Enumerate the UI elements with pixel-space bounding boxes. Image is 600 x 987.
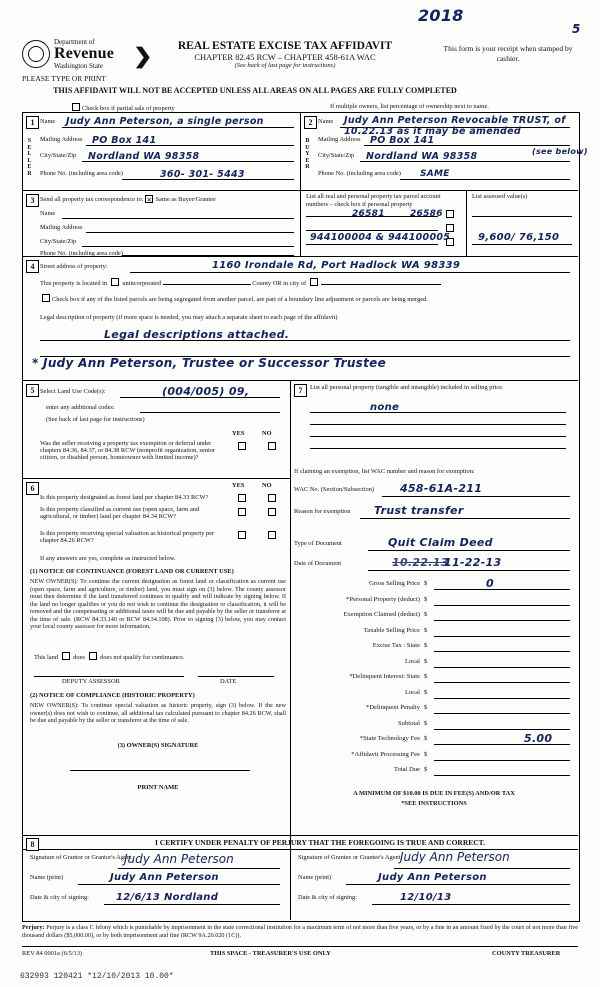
- tax-row-rule-8: [434, 713, 570, 714]
- grantee-name-value[interactable]: Judy Ann Peterson: [378, 872, 487, 883]
- perjury-text: Perjury is a class C felony which is punishable by imprisonment in the state correctional institution for a maximum term of not more than five years, or by a fine in an amount fixed by the court of not more than five thousand dollars ($5,000.00), or by both imprisonment and fine (RCW 9A.20.020 (1C)).: [22, 924, 578, 939]
- no-label-5: NO: [262, 430, 272, 437]
- property-location-row: [40, 278, 441, 287]
- seller-exemption-no-checkbox[interactable]: [268, 442, 276, 450]
- street-address-label: Street address of property:: [40, 263, 108, 270]
- county-treasurer-label: COUNTY TREASURER: [492, 950, 561, 957]
- tax-row-label-4: Excise Tax : State: [372, 642, 420, 649]
- divider-left-right-columns: [290, 380, 291, 835]
- tax-row-currency-8: $: [424, 704, 428, 711]
- wac-number-value[interactable]: 458-61A-211: [400, 482, 483, 495]
- doc-date-struck: 10.22.13: [392, 556, 449, 569]
- dept-line1: Department of: [54, 38, 95, 46]
- footer-divider: [22, 946, 578, 947]
- divider-seller-buyer: [300, 112, 301, 190]
- deputy-date-label: DATE: [220, 678, 237, 685]
- city-checkbox[interactable]: [310, 278, 318, 286]
- state-seal-icon: [22, 40, 50, 68]
- parcel-value-1[interactable]: 26581: [352, 209, 385, 219]
- this-land-label: This land: [34, 654, 58, 661]
- assessed-value-1[interactable]: 9,600/ 76,150: [478, 232, 560, 243]
- grantor-signature-value[interactable]: Judy Ann Peterson: [124, 852, 234, 866]
- reason-label: Reason for exemption: [294, 508, 351, 515]
- multiple-owners-note: If multiple owners, list percentage of ownership next to name.: [330, 103, 489, 110]
- grantor-signature-label: Signature of Grantor or Grantor's Agent: [30, 854, 132, 861]
- tax-row-label-8: *Delinquent Penalty: [365, 704, 420, 711]
- wac-number-label: WAC No. (Section/Subsection): [294, 486, 375, 493]
- see-instructions-note: *SEE INSTRUCTIONS: [401, 800, 467, 807]
- forest-land-question: Is this property designated as forest land per chapter 84.33 RCW?: [40, 494, 209, 501]
- doc-type-value[interactable]: Quit Claim Deed: [388, 536, 493, 549]
- tax-row-currency-11: $: [424, 750, 428, 758]
- buyer-phone-label: Phone No. (including area code): [318, 170, 401, 177]
- trustee-note: * Judy Ann Peterson, Trustee or Successor Trustee: [32, 356, 387, 370]
- pp-rule-2: [310, 424, 566, 425]
- divider-h-5: [22, 478, 290, 479]
- corr-city-label: City/State/Zip: [40, 238, 77, 245]
- deputy-assessor-label: DEPUTY ASSESSOR: [62, 678, 120, 685]
- correspondence-text: Send all property tax correspondence to:: [40, 196, 144, 203]
- corr-phone-label: Phone No. (including area code): [40, 250, 123, 257]
- doc-date-label: Date of Document: [294, 560, 342, 567]
- does-not-label: does not: [100, 654, 122, 661]
- assessed-rule-1: [472, 216, 572, 217]
- doc-date-rule: [368, 570, 570, 571]
- dept-line3: Washington State: [54, 62, 104, 70]
- buyer-name-value[interactable]: Judy Ann Peterson Revocable TRUST, of 10.22.13 as it may be amended: [344, 115, 566, 137]
- seller-side-label: S E L L E R: [27, 138, 32, 177]
- receipt-note: This form is your receipt when stamped by cashier.: [443, 44, 573, 64]
- unincorporated-checkbox[interactable]: [111, 278, 119, 286]
- buyer-name-note: (see below): [532, 147, 588, 156]
- tax-row-rule-7: [434, 698, 570, 699]
- assessed-header: List assessed value(s): [472, 193, 528, 200]
- notice-continuance-text: NEW OWNER(S): To continue the current designation as forest land or classification as current use (open space, farm and agriculture, or timber) land, you must sign on (3) below. The county assessor must then determine if the land transferred continues to qualify and will indicate by signing below. If the land no longer qualifies or you do not wish to continue the designation or classification, it will be removed and the compensating or additional taxes will be due and payable by the seller or transferor at the time of sale. (RCW 84.33.140 or RCW 84.34.108). Prior to signing (3) below, you may contact your local county assessor for more information.: [30, 578, 286, 631]
- qualify-label: qualify for continuance.: [123, 654, 185, 661]
- grantee-name-rule: [346, 884, 570, 885]
- section-4-number: 4: [26, 260, 39, 273]
- street-address-value[interactable]: 1160 Irondale Rd, Port Hadlock WA 98339: [212, 260, 461, 271]
- corr-mailing-label: Mailing Address: [40, 224, 83, 231]
- partial-sale-label: Check box if partial sale of property: [82, 105, 175, 112]
- correspondence-label: [40, 195, 216, 203]
- tax-row-label-12: Total Due: [393, 766, 420, 773]
- additional-codes-label: enter any additional codes:: [46, 404, 115, 411]
- tax-row-label-7: Local: [404, 688, 420, 696]
- grantor-name-print-label: Name (print): [30, 874, 64, 881]
- handwritten-page-number: 5: [572, 22, 581, 36]
- tax-row-currency-0: $: [424, 580, 428, 587]
- personal-property-checkbox-2[interactable]: [446, 224, 454, 232]
- pp-rule-3: [310, 436, 566, 437]
- grantee-signature-label: Signature of Grantee or Grantee's Agent: [298, 854, 401, 861]
- wac-number-rule: [382, 496, 570, 497]
- treasurer-stamp: 632993 120421 *12/10/2013 10.00*: [20, 972, 174, 981]
- buyer-name-label: Name: [318, 118, 334, 125]
- section-5-number: 5: [26, 384, 39, 397]
- notice-compliance-text: NEW OWNER(S): To continue special valuation as historic property, sign (3) below. If the new owner(s) does not wish to continue, all additional tax calculated pursuant to chapter 84.26 RCW, shall be due and payable by the seller or transferor at the time of sale.: [30, 702, 286, 725]
- seller-exemption-question: Was the seller receiving a property tax exemption or deferral under chapters 84.36, 84.37, or 84.38 RCW (nonprofit organization, senior citizen, or disabled person, homeowner with limited income)?: [40, 440, 216, 461]
- grantor-date-value[interactable]: 12/6/13 Nordland: [116, 892, 219, 903]
- grantor-date-rule: [104, 904, 280, 905]
- tax-row-label-2: Exemption Claimed (deduct): [343, 611, 420, 618]
- deputy-assessor-rule: [34, 676, 184, 677]
- tax-row-currency-7: $: [424, 688, 428, 696]
- tax-row-label-1: *Personal Property (deduct): [346, 595, 420, 603]
- corr-name-label: Name: [40, 210, 56, 217]
- pp-rule-1: [310, 412, 566, 413]
- pp-rule-4: [310, 448, 566, 449]
- reason-rule: [360, 518, 570, 519]
- current-use-no-checkbox[interactable]: [268, 508, 276, 516]
- located-in-label: This property is located in: [40, 280, 108, 287]
- buyer-phone-rule: [400, 179, 570, 180]
- form-chapter: CHAPTER 82.45 RCW – CHAPTER 458-61A WAC: [194, 52, 376, 62]
- partial-sale-checkbox-row[interactable]: [70, 103, 175, 112]
- deputy-date-rule: [198, 676, 274, 677]
- certify-statement: I CERTIFY UNDER PENALTY OF PERJURY THAT THE FOREGOING IS TRUE AND CORRECT.: [154, 838, 485, 847]
- seller-city-label: City/State/Zip: [40, 152, 77, 159]
- same-as-buyer-label: Same as Buyer/Grantee: [155, 196, 216, 203]
- seller-exemption-yes-checkbox[interactable]: [238, 442, 246, 450]
- tax-row-rule-11: [434, 760, 570, 761]
- parcel-value-2[interactable]: 26586: [410, 209, 443, 219]
- section-3-number: 3: [26, 194, 39, 207]
- grantee-date-value[interactable]: 12/10/13: [400, 892, 452, 903]
- current-use-question: Is this property classified as current use (open space, farm and agricultural, or timber) land per chapter 84.34 RCW?: [40, 506, 200, 520]
- buyer-side-label: B U Y E R: [305, 138, 310, 171]
- seller-phone-label: Phone No. (including area code): [40, 170, 123, 177]
- tax-row-currency-5: $: [424, 657, 428, 665]
- grantor-name-value[interactable]: Judy Ann Peterson: [110, 872, 219, 883]
- tax-row-rule-4: [434, 651, 570, 652]
- tax-row-rule-3: [434, 636, 570, 637]
- historic-question: Is this property receiving special valuation as historical property per chapter 84.26 RCW?: [40, 530, 215, 544]
- tax-row-currency-10: $: [424, 735, 428, 742]
- tax-row-currency-4: $: [424, 642, 428, 649]
- continuance-qualify-row: [34, 652, 184, 661]
- divider-h-4: [22, 835, 578, 836]
- tax-row-label-10: *State Technology Fee: [359, 735, 420, 742]
- historic-no-checkbox[interactable]: [268, 531, 276, 539]
- corr-name-rule: [62, 218, 294, 219]
- land-use-value[interactable]: (004/005) 09,: [162, 385, 250, 398]
- partial-sale-checkbox[interactable]: [72, 103, 80, 111]
- tax-row-currency-6: $: [424, 673, 428, 680]
- tax-row-currency-3: $: [424, 626, 428, 634]
- forest-land-no-checkbox[interactable]: [268, 494, 276, 502]
- segregating-row: [40, 294, 560, 303]
- dept-line2: Revenue: [54, 45, 115, 62]
- grantor-name-rule: [78, 884, 280, 885]
- corr-mailing-rule: [86, 232, 294, 233]
- seller-city-value[interactable]: Nordland WA 98358: [88, 151, 200, 162]
- personal-property-label: List all personal property (tangible and intangible) included in selling price.: [310, 384, 504, 391]
- tax-row-rule-6: [434, 682, 570, 683]
- tax-row-rule-9: [434, 729, 570, 730]
- street-address-rule: [130, 272, 570, 273]
- legal-description-value[interactable]: Legal descriptions attached.: [104, 328, 290, 341]
- parcel-header: List all real and personal property tax parcel account numbers – check box if personal property: [306, 193, 441, 208]
- no-label-6: NO: [262, 482, 272, 489]
- corr-phone-rule: [122, 255, 294, 256]
- tax-row-rule-0: [434, 589, 570, 590]
- grantee-signature-rule[interactable]: [394, 868, 570, 869]
- reason-value[interactable]: Trust transfer: [374, 504, 464, 517]
- same-as-buyer-checkbox[interactable]: ✕: [146, 197, 152, 204]
- grantor-date-city-label: Date & city of signing:: [30, 894, 89, 901]
- tax-row-value-10[interactable]: 5.00: [524, 732, 553, 745]
- type-or-print-label: PLEASE TYPE OR PRINT: [22, 74, 106, 83]
- seller-name-label: Name: [40, 118, 56, 125]
- segregating-label: Check box if any of the listed parcels are being segregated from another parcel, are part of a boundary line adjustment or parcels are being merged.: [52, 296, 428, 303]
- tax-row-currency-9: $: [424, 719, 428, 727]
- corr-city-rule: [82, 246, 294, 247]
- forest-land-yes-checkbox[interactable]: [238, 494, 246, 502]
- buyer-city-label: City/State/Zip: [318, 152, 355, 159]
- handwritten-year: 2018: [418, 6, 464, 25]
- divider-assessed: [466, 190, 467, 256]
- assessed-rule-2: [472, 244, 572, 245]
- form-instructions-note: (See back of last page for instructions): [234, 62, 336, 69]
- personal-property-value[interactable]: none: [370, 402, 400, 413]
- tax-row-rule-1: [434, 605, 570, 606]
- tax-row-currency-2: $: [424, 611, 428, 618]
- seller-name-value[interactable]: Judy Ann Peterson, a single person: [66, 116, 264, 127]
- treasurer-space-label: THIS SPACE - TREASURER'S USE ONLY: [210, 950, 331, 957]
- seller-phone-value[interactable]: 360- 301- 5443: [160, 169, 245, 180]
- does-qualify-checkbox[interactable]: [62, 652, 70, 660]
- tax-row-rule-5: [434, 667, 570, 668]
- divider-section3: [300, 190, 301, 256]
- buyer-mailing-value[interactable]: PO Box 141: [370, 135, 435, 146]
- historic-yes-checkbox[interactable]: [238, 531, 246, 539]
- perjury-note: [22, 924, 578, 939]
- divider-h-3: [22, 380, 578, 381]
- does-not-qualify-checkbox[interactable]: [89, 652, 97, 660]
- section-1-number: 1: [26, 116, 39, 129]
- seller-mailing-label: Mailing Address: [40, 136, 83, 143]
- buyer-phone-value[interactable]: SAME: [420, 169, 450, 179]
- yes-label-5: YES: [232, 430, 245, 437]
- parcel-rule-2: [306, 230, 438, 231]
- tax-row-label-0: Gross Selling Price: [369, 580, 420, 587]
- grantee-signature-value[interactable]: Judy Ann Peterson: [400, 850, 510, 864]
- tax-row-currency-1: $: [424, 595, 428, 603]
- tax-row-currency-12: $: [424, 766, 428, 773]
- owner-signature-rule[interactable]: [70, 770, 250, 771]
- buyer-mailing-label: Mailing Address: [318, 136, 361, 143]
- exemption-instructions: If claiming an exemption, list WAC number and reason for exemption:: [294, 468, 475, 475]
- tax-row-label-5: Local: [404, 657, 420, 665]
- segregating-checkbox[interactable]: [42, 294, 50, 302]
- see-back-label: (See back of last page for instructions): [46, 416, 145, 423]
- tax-row-label-11: *Affidavit Processing Fee: [351, 750, 420, 758]
- doc-type-rule: [368, 550, 570, 551]
- print-name-label: PRINT NAME: [137, 784, 179, 791]
- form-title: REAL ESTATE EXCISE TAX AFFIDAVIT: [177, 40, 393, 52]
- land-use-label: Select Land Use Code(s):: [40, 388, 106, 395]
- notice-compliance-heading: (2) NOTICE OF COMPLIANCE (HISTORIC PROPERTY): [30, 692, 195, 699]
- section-6-number: 6: [26, 482, 39, 495]
- yes-label-6: YES: [232, 482, 245, 489]
- form-title-block: [150, 40, 420, 69]
- county-or-label: County OR in city of: [252, 280, 307, 287]
- buyer-city-value[interactable]: Nordland WA 98358: [366, 151, 478, 162]
- tax-row-label-9: Subtotal: [398, 719, 420, 727]
- notice-continuance-heading: (1) NOTICE OF CONTINUANCE (FOREST LAND OR CURRENT USE): [30, 568, 234, 575]
- perjury-label: Perjury:: [22, 924, 45, 931]
- tax-row-rule-2: [434, 620, 570, 621]
- rev-number: REV 84 0001a (6/5/13): [22, 950, 83, 957]
- doc-type-label: Type of Document: [294, 540, 342, 547]
- affidavit-warning: THIS AFFIDAVIT WILL NOT BE ACCEPTED UNLESS ALL AREAS ON ALL PAGES ARE FULLY COMPLETED: [53, 86, 457, 95]
- parcel-rule-3: [306, 244, 438, 245]
- additional-codes-rule: [140, 412, 280, 413]
- unincorporated-label: unincorporated: [122, 280, 161, 287]
- does-label: does: [73, 654, 85, 661]
- section-2-number: 2: [304, 116, 317, 129]
- section-7-number: 7: [294, 384, 307, 397]
- tax-row-label-3: Taxable Selling Price: [363, 626, 420, 634]
- legal-description-label: Legal description of property (if more space is needed, you may attach a separate sheet to each page of the affidavit): [40, 314, 338, 321]
- if-any-yes-note: If any answers are yes, complete as instructed below.: [40, 555, 176, 562]
- personal-property-checkbox-1[interactable]: [446, 210, 454, 218]
- parcel-value-3[interactable]: 944100004 & 944100005: [310, 232, 451, 243]
- tax-row-value-0[interactable]: 0: [486, 577, 494, 590]
- divider-signatures: [290, 835, 291, 920]
- swoosh-icon: ❯: [133, 44, 153, 68]
- tax-row-label-6: *Delinquent Interest: State: [349, 673, 420, 680]
- minimum-due-note: A MINIMUM OF $10.00 IS DUE IN FEE(S) AND/OR TAX: [353, 790, 515, 797]
- section-8-number: 8: [26, 838, 39, 851]
- seller-name-rule: [62, 127, 294, 128]
- current-use-yes-checkbox[interactable]: [238, 508, 246, 516]
- seller-mailing-value[interactable]: PO Box 141: [92, 135, 157, 146]
- tax-row-rule-12: [434, 775, 570, 776]
- grantee-name-print-label: Name (print): [298, 874, 332, 881]
- owner-signature-heading: (3) OWNER(S) SIGNATURE: [117, 742, 199, 749]
- grantee-date-city-label: Date & city of signing:: [298, 894, 357, 901]
- grantee-date-rule: [372, 904, 570, 905]
- doc-date-value[interactable]: 11-22-13: [444, 556, 502, 569]
- grantor-signature-rule[interactable]: [118, 868, 280, 869]
